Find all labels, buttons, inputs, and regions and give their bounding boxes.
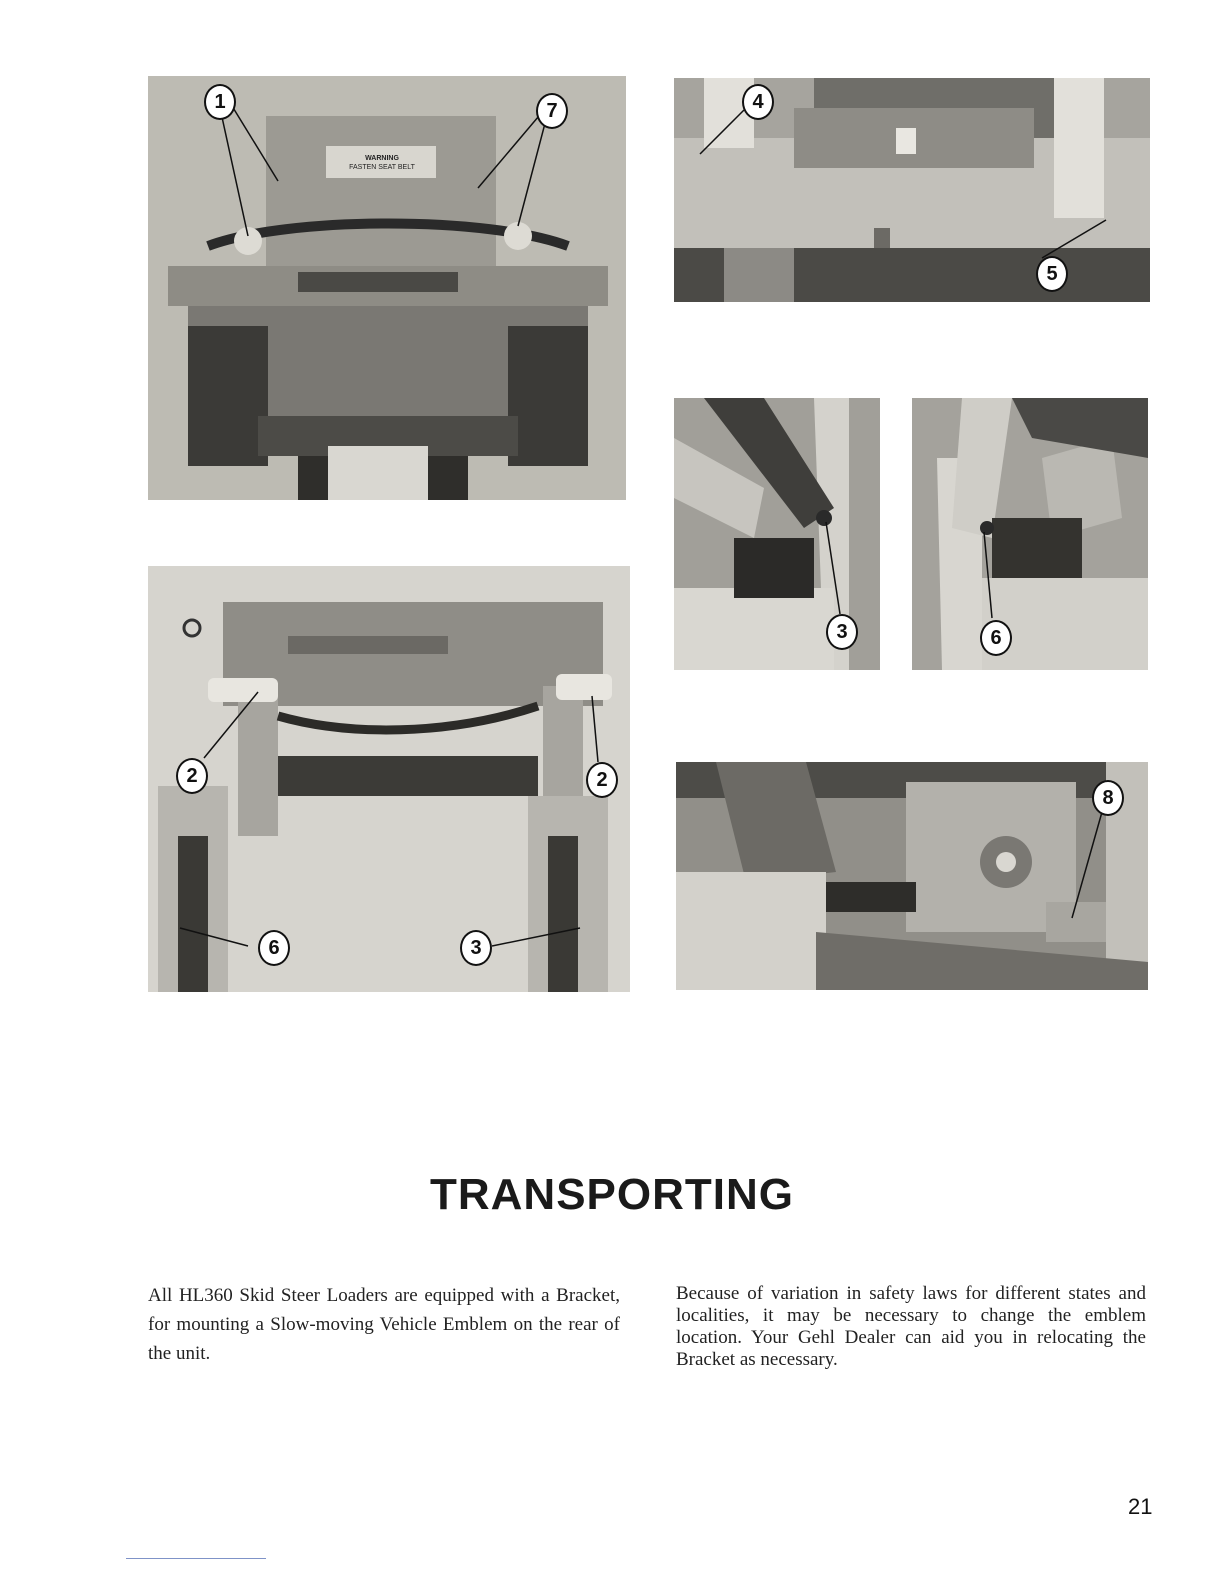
callout-2-left: 2 (176, 758, 208, 794)
page-number: 21 (1128, 1494, 1153, 1519)
photo-attachment-bracket-leaders (148, 566, 630, 992)
callout-2-right: 2 (586, 762, 618, 798)
callout-6-bracket: 6 (258, 930, 290, 966)
callout-5: 5 (1036, 256, 1068, 292)
warning-decal-label: WARNING (365, 155, 399, 162)
photo-engine-compartment (676, 762, 1148, 990)
photo-seat-rear-view-leaders (148, 76, 626, 500)
paragraph-right: Because of variation in safety laws for different states and localities, it may be necessary to change the emblem location. Your Gehl Dealer can aid you in relocating the Bracket as necessary. (676, 1283, 1146, 1370)
photo-lift-arm-pin-right (912, 398, 1148, 670)
callout-7: 7 (536, 93, 568, 129)
photo-engine-compartment-leaders (676, 762, 1148, 990)
photo-emblem-bracket (674, 78, 1150, 302)
callout-8: 8 (1092, 780, 1124, 816)
callout-1: 1 (204, 84, 236, 120)
photo-lift-arm-pin-left (674, 398, 880, 670)
callout-4: 4 (742, 84, 774, 120)
callout-3-bracket: 3 (460, 930, 492, 966)
warning-decal-text: FASTEN SEAT BELT (349, 164, 415, 171)
callout-6: 6 (980, 620, 1012, 656)
photo-seat-rear-view (148, 76, 626, 500)
photo-lift-arm-pin-right-leaders (912, 398, 1148, 670)
footer-rule (126, 1558, 266, 1559)
paragraph-left: All HL360 Skid Steer Loaders are equipped with a Bracket, for mounting a Slow-moving Vehicle Emblem on the rear of the unit. (148, 1285, 620, 1364)
section-title: TRANSPORTING (430, 1170, 794, 1219)
photo-attachment-bracket (148, 566, 630, 992)
callout-3: 3 (826, 614, 858, 650)
